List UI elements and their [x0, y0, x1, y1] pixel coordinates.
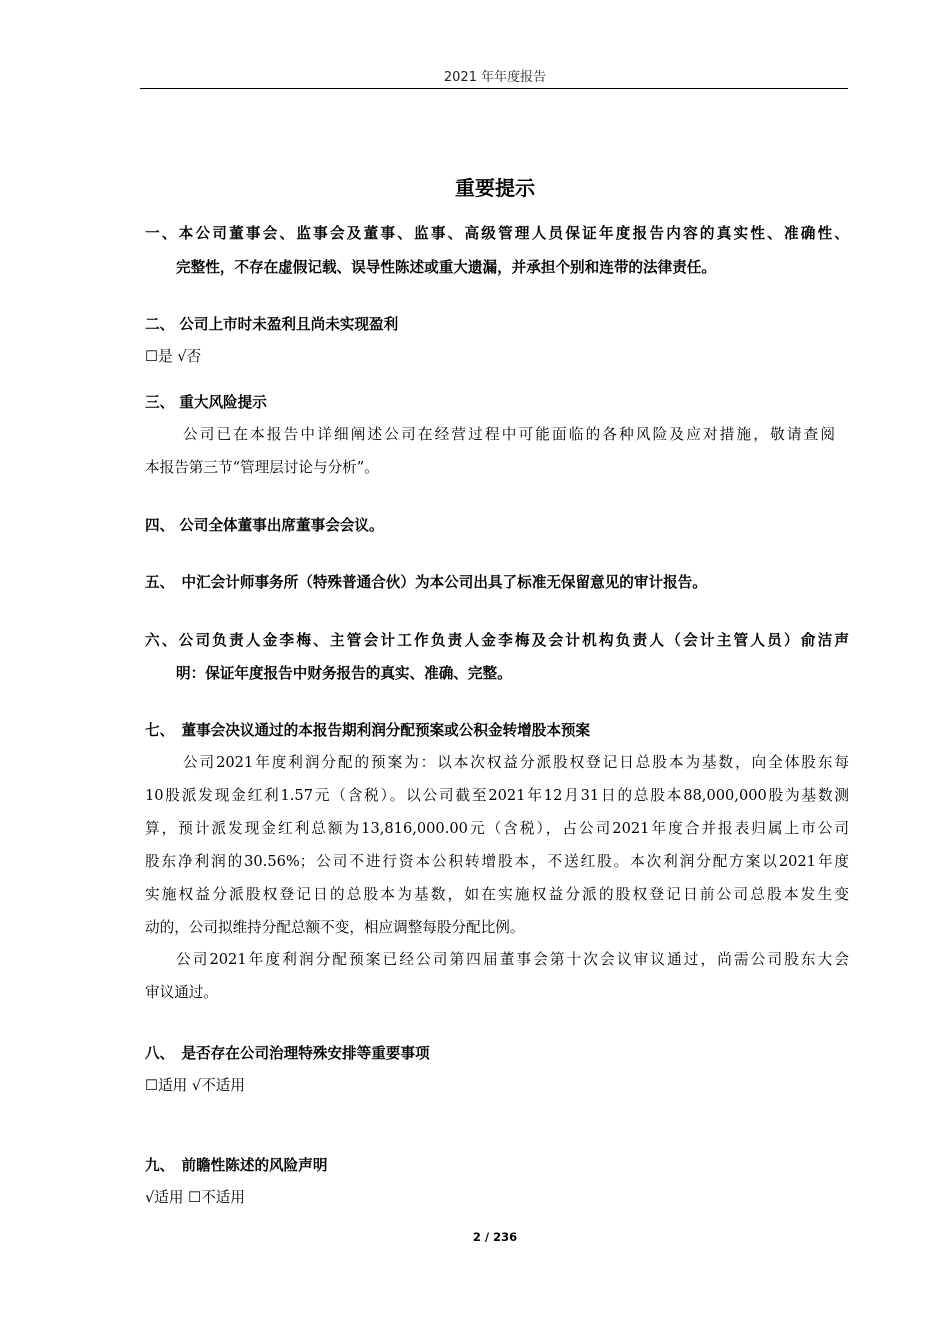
section-4-heading: 四、 公司全体董事出席董事会会议。 — [145, 517, 384, 534]
section-7-p1-line-6: 动的，公司拟维持分配总额不变，相应调整每股分配比例。 — [145, 919, 525, 936]
header-divider — [140, 88, 848, 89]
section-7-p1-line-4: 股东净利润的30.56%；公司不进行资本公积转增股本，不送红股。本次利润分配方案以2021年度 — [145, 853, 849, 870]
page-header: 2021 年年度报告 — [443, 70, 547, 85]
section-9-option: √适用 ☐不适用 — [145, 1189, 245, 1206]
section-7-p1-line-3: 算，预计派发现金红利总额为13,816,000.00元（含税），占公司2021年度合并报表归属上市公司 — [145, 820, 849, 837]
section-6-line-1: 六、公司负责人金李梅、主管会计工作负责人金李梅及会计机构负责人（会计主管人员）俞洁声 — [145, 632, 849, 649]
section-7-p2-line-1: 公司2021年度利润分配预案已经公司第四届董事会第十次会议审议通过，尚需公司股东大会 — [176, 951, 849, 968]
section-3-line-2: 本报告第三节“管理层讨论与分析”。 — [145, 459, 379, 476]
section-7-p1-line-5: 实施权益分派股权登记日的总股本为基数，如在实施权益分派的股权登记日前公司总股本发生变 — [145, 886, 849, 903]
section-8-option: ☐适用 √不适用 — [145, 1077, 245, 1094]
section-1-line-1: 一、本公司董事会、监事会及董事、监事、高级管理人员保证年度报告内容的真实性、准确性、 — [145, 225, 849, 242]
section-3-line-1: 公司已在本报告中详细阐述公司在经营过程中可能面临的各种风险及应对措施，敬请查阅 — [183, 426, 835, 443]
section-7-p1-line-2: 10股派发现金红利1.57元（含税）。以公司截至2021年12月31日的总股本88,000,000股为基数测 — [145, 787, 849, 804]
section-5-heading: 五、 中汇会计师事务所（特殊普通合伙）为本公司出具了标准无保留意见的审计报告。 — [145, 574, 707, 591]
page-title: 重要提示 — [455, 176, 535, 200]
section-7-p2-line-2: 审议通过。 — [145, 984, 218, 1001]
section-8-heading: 八、 是否存在公司治理特殊安排等重要事项 — [145, 1045, 430, 1062]
page-number: 2 / 236 — [472, 1230, 518, 1244]
section-6-line-2: 明：保证年度报告中财务报告的真实、准确、完整。 — [176, 665, 512, 682]
section-3-heading: 三、 重大风险提示 — [145, 394, 267, 411]
section-1-line-2: 完整性，不存在虚假记载、误导性陈述或重大遗漏，并承担个别和连带的法律责任。 — [176, 259, 716, 276]
section-7-heading: 七、 董事会决议通过的本报告期利润分配预案或公积金转增股本预案 — [145, 722, 591, 739]
section-2-heading: 二、 公司上市时未盈利且尚未实现盈利 — [145, 316, 399, 333]
section-7-p1-line-1: 公司2021年度利润分配的预案为：以本次权益分派股权登记日总股本为基数，向全体股东每 — [183, 754, 849, 771]
section-9-heading: 九、 前瞻性陈述的风险声明 — [145, 1157, 328, 1174]
section-2-option: ☐是 √否 — [145, 348, 202, 365]
